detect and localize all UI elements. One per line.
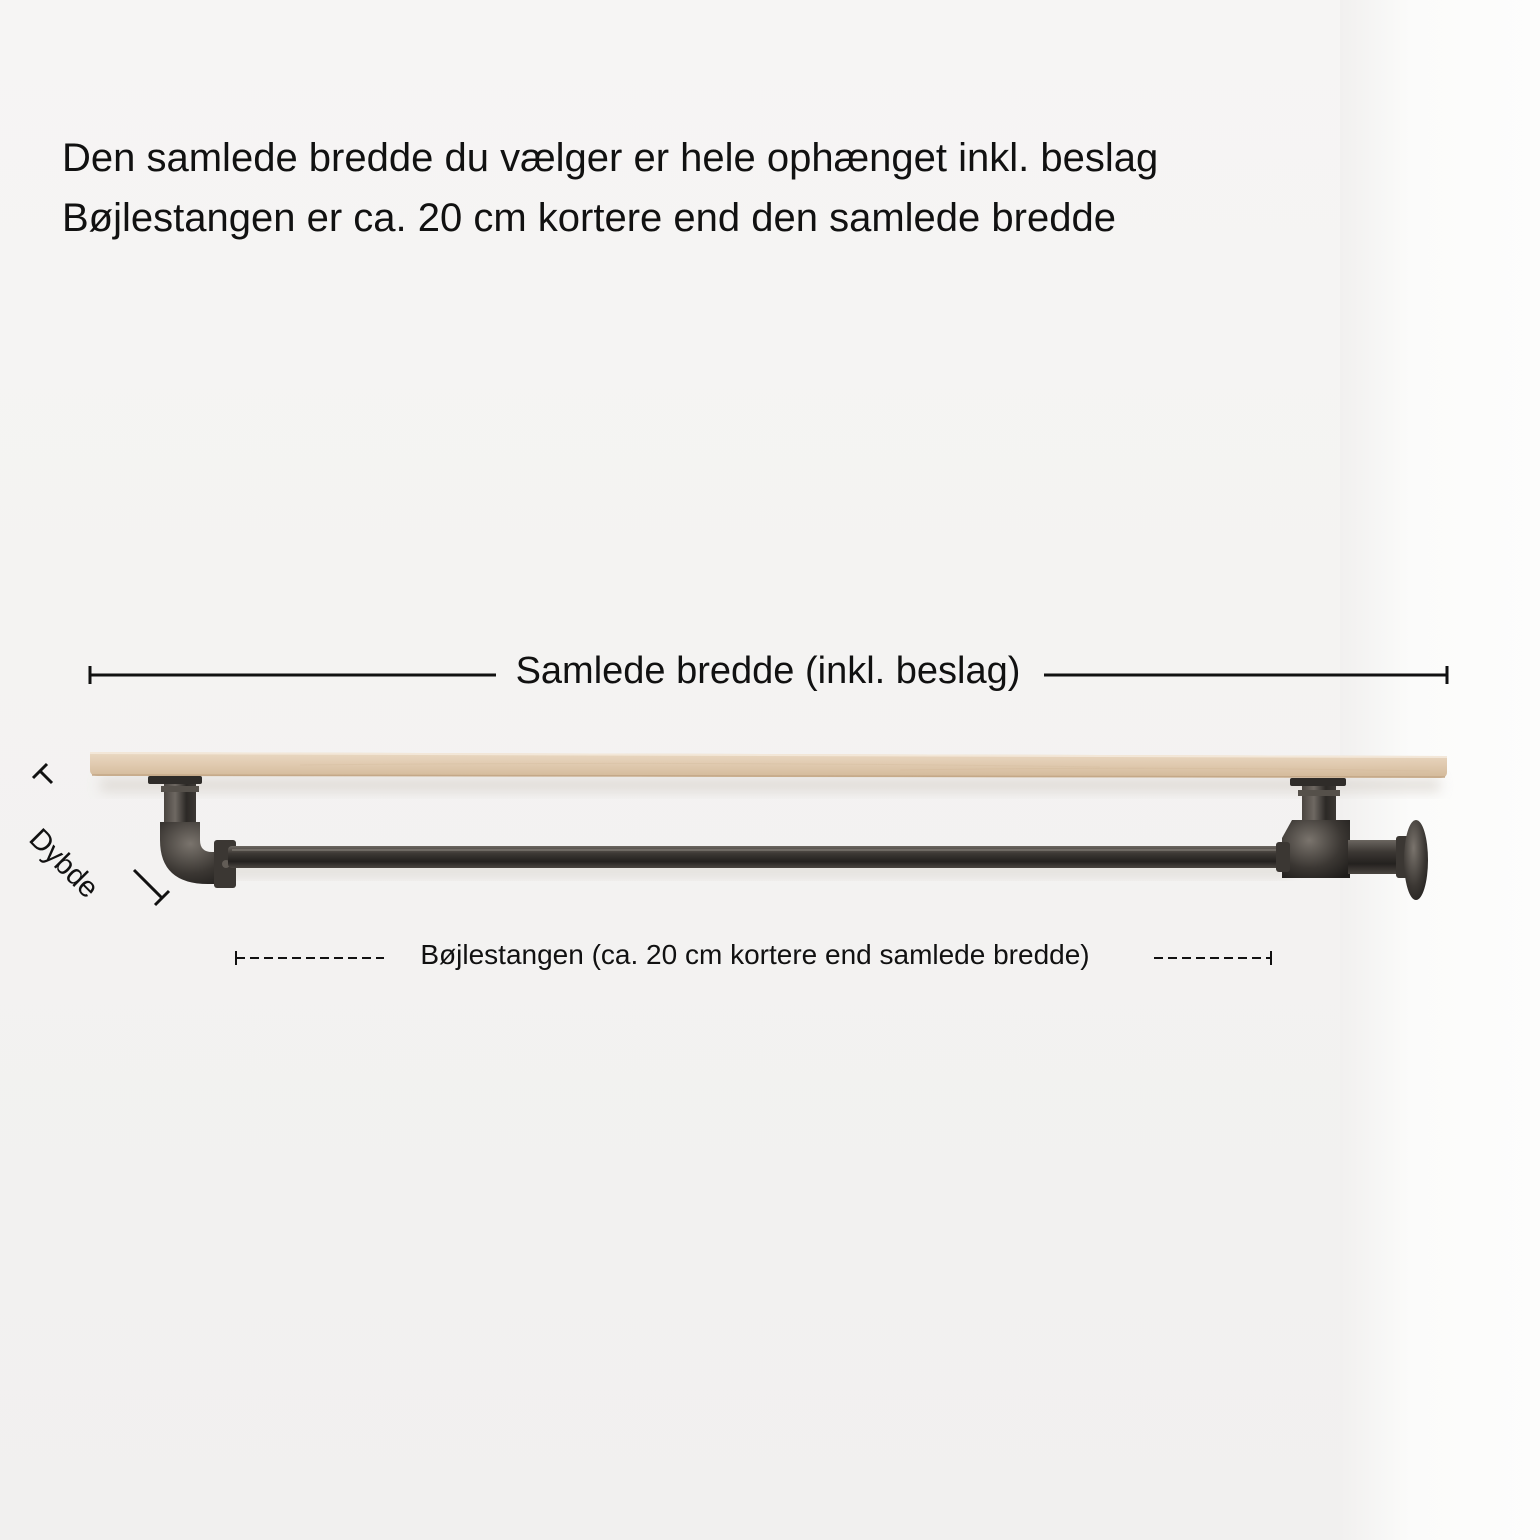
depth-line-end xyxy=(134,870,162,898)
depth-line-start xyxy=(40,771,52,783)
right-bracket xyxy=(1276,778,1428,900)
right-flange-top xyxy=(1290,778,1346,786)
right-wall-flange xyxy=(1404,820,1428,900)
depth-label: Dybde xyxy=(22,822,105,905)
hanging-rail-label: Bøjlestangen (ca. 20 cm kortere end samlede bredde) xyxy=(420,939,1090,970)
total-width-label-text: Samlede bredde (inkl. beslag) xyxy=(515,650,1021,692)
shelf-board xyxy=(90,752,1447,778)
left-bracket xyxy=(148,776,236,888)
headline-total-width: Den samlede bredde du vælger er hele ophænget inkl. beslag xyxy=(62,136,1159,180)
shelf-shadow xyxy=(100,778,1440,792)
headline-rail-length: Bøjlestangen er ca. 20 cm kortere end den samlede bredde xyxy=(62,196,1116,240)
right-tee-fitting xyxy=(1282,820,1350,878)
total-width-label xyxy=(0,648,1540,694)
left-flange xyxy=(148,776,202,784)
